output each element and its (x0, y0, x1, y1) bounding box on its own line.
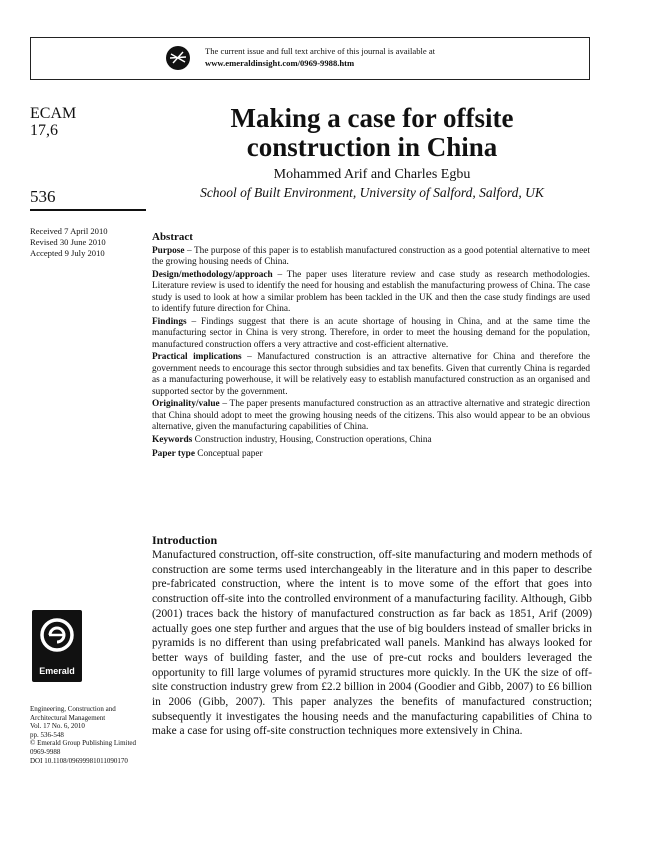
abstract-findings: Findings – Findings suggest that there is an acute shortage of housing in China, and at the same time the manufacturing sector in China is very strong. Therefore, in order to meet the housing demand for the population, manufactured construction offers a very attractive and cost-efficient alternative. (152, 316, 590, 350)
abstract-keywords: Keywords Construction industry, Housing, Construction operations, China (152, 434, 432, 445)
pubinfo-line: © Emerald Group Publishing Limited (30, 739, 137, 748)
divider (30, 209, 146, 211)
intro-heading: Introduction (152, 533, 218, 547)
title-line: construction in China (246, 132, 498, 162)
journal-header (30, 105, 76, 139)
received-dates (30, 226, 108, 259)
abstract (152, 232, 590, 462)
date-line: Accepted 9 July 2010 (30, 248, 105, 258)
abstract-design: Design/methodology/approach – The paper uses literature review and case study as research methodologies. Literature review is used to identify the need for housing and establish the manufacturing prowess of China. The case study is used to look at how a similar problem has been tackled in the UK and then the case study findings are used to identify future direction for China. (152, 269, 590, 314)
title-line: Making a case for offsite (230, 103, 514, 133)
publication-info (30, 705, 150, 765)
authors: Mohammed Arif and Charles Egbu (273, 167, 471, 182)
date-line: Received 7 April 2010 (30, 226, 108, 236)
abstract-practical: Practical implications – Manufactured construction is an attractive alternative for China and therefore the government needs to encourage this sector through subsidies and tax benefits. Given that currently China is regarded as a manufacturing powerhouse, it will be relatively easy to establish manufactured construction as an organised and supported sector by the government. (152, 352, 590, 397)
abstract-papertype: Paper type Conceptual paper (152, 449, 263, 459)
pubinfo-line: DOI 10.1108/09699981011090170 (30, 756, 128, 765)
emerald-logo-icon (32, 610, 82, 662)
pubinfo-line: Vol. 17 No. 6, 2010 (30, 722, 85, 731)
intro-paragraph: Manufactured construction, off-site construction, off-site manufacturing and modern methods of construction are some terms used interchangeably in the literature and in this paper to describe pre-fabricated construction, where the intent is to move some of the effort that goes into construction off-site into the controlled environment of a manufacturing facility. Although, Gibb (2001) traces back the history of manufactured construction as far back as 1851, Arif (2009) actually goes one step further and argues that the use of big boulders instead of smaller bricks in pyramids is no different than using prefabricated wall panels. Mankind has always looked for better ways of building faster, and the use of pre-cut rocks and boulders leveraged the opportunity to fill large volumes of pyramid structures more quickly. In the UK the size of off-site construction industry grew from £2.2 billion in 2004 (Goodier and Gibb, 2007) to £6 billion in 2006 (Gibb, 2007). This paper analyzes the benefits of manufactured construction; subsequently it investigates the housing needs and the manufacturing capabilities of China to make a case for using off-site construction techniques more extensively in China. (152, 549, 592, 738)
abstract-purpose: Purpose – The purpose of this paper is to establish manufactured construction as a good potential alternative to meet the growing housing needs of China. (152, 245, 590, 267)
affiliation: School of Built Environment, University of Salford, Salford, UK (200, 185, 544, 200)
abstract-heading: Abstract (152, 231, 193, 243)
banner-url[interactable]: www.emeraldinsight.com/0969-9988.htm (205, 58, 355, 68)
paper-title (152, 104, 592, 162)
pubinfo-line: 0969-9988 (30, 747, 61, 756)
globe-icon (165, 45, 191, 71)
abstract-originality: Originality/value – The paper presents manufactured construction as an attractive alternative and strategic direction that China should adopt to meet the growing housing needs of the citizens. This also would appear to be an obvious alternative, given the manufacturing capabilities of China. (152, 399, 590, 432)
journal-volume: 17,6 (30, 122, 58, 139)
pubinfo-line: pp. 536-548 (30, 730, 64, 739)
pubinfo-line: Architectural Management (30, 713, 106, 722)
pubinfo-line: Engineering, Construction and (30, 705, 116, 713)
banner-line: The current issue and full text archive of this journal is available at (205, 46, 436, 56)
journal-abbrev: ECAM (30, 105, 77, 122)
page-number: 536 (30, 187, 56, 206)
date-line: Revised 30 June 2010 (30, 237, 106, 247)
banner-text (205, 45, 435, 69)
emerald-logo-text: Emerald (39, 666, 75, 676)
